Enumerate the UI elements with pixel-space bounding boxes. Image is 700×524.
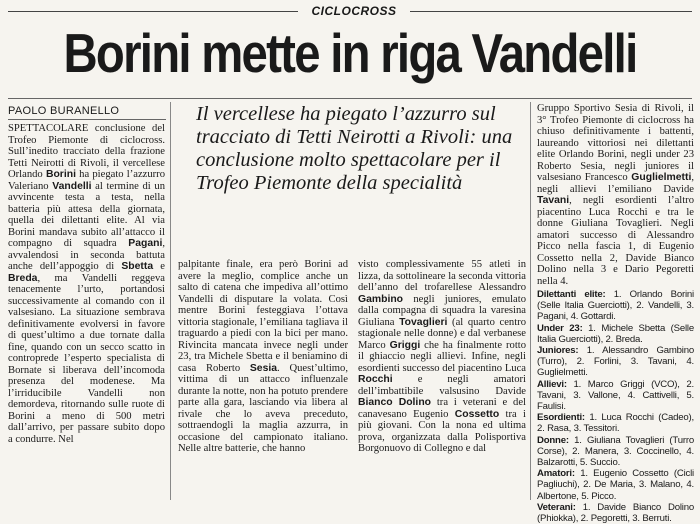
article-column-3 [358, 259, 526, 455]
column-2-text [178, 259, 348, 455]
result-text: 1. Michele Sbetta (Selle Italia Guerciotti), 2. Breda. [537, 322, 694, 345]
text-run: , avvalendosi in seconda battuta anche dell’appoggio di [8, 238, 165, 272]
bold-name: Guglielmetti [631, 172, 692, 183]
section-rubric [0, 4, 700, 18]
column-1-text [8, 123, 165, 445]
column-4-text [537, 103, 694, 287]
result-entry [537, 323, 694, 345]
column-3-text [358, 259, 526, 455]
result-category: Veterani: [537, 501, 583, 513]
result-text: 1. Eugenio Cossetto (Cicli Pagliuchi), 2. De Maria, 3. Malano, 4. Albertone, 5. Picco. [537, 468, 694, 502]
column-rule-left [170, 102, 171, 500]
result-text: 1. Marco Griggi (VCO), 2. Tavani, 3. Vallone, 4. Cattivelli, 5. Faulisi. [537, 378, 694, 413]
result-category: Allievi: [537, 378, 574, 390]
bold-name: Tavani [537, 195, 570, 206]
result-entry [537, 412, 694, 434]
text-run: palpitante finale, era però Borini ad avere la meglio, complice anche un salto di catena che impediva all’ottimo Vandelli di disputare la volata. Così mentre Borini festeggiava l’ottava vittoria stagionale, l’emiliana tagliava il traguardo a piedi con la bici per mano. Rivincita mancata invece negli under 23, tra Michele Sbetta e il beniamino di casa Roberto [178, 259, 348, 374]
text-run: e [153, 261, 165, 272]
rubric-rule-right [410, 11, 692, 12]
result-entry [537, 435, 694, 469]
bold-name: Cossetto [454, 408, 500, 420]
text-run: ha piegato l’azzurro Valeriano [8, 169, 165, 192]
bold-name: Bianco Dolino [358, 397, 432, 408]
bold-name: Tovaglieri [399, 316, 448, 328]
bold-name: Griggi [389, 339, 421, 351]
bold-name: Rocchi [358, 374, 393, 385]
result-category: Juniores: [537, 345, 587, 357]
bold-name: Vandelli [52, 180, 92, 192]
rubric-rule-left [8, 11, 298, 12]
article-summary [196, 103, 530, 195]
text-run: tra i più giovani. Con la nona ed ultima prova, organizzata dalla Polisportiva Borgonuovo di Collegno e dal [358, 408, 526, 454]
text-run: tra i veterani e del canavesano Eugenio [358, 397, 526, 420]
text-run: SPETTACOLARE conclusione del Trofeo Piemonte di ciclocross. Sull’inedito tracciato della frazione Tetti Neirotti di Rivoli, il vercellese Orlando [8, 123, 165, 180]
text-run: al termine di un avvincente testa a testa, nella batteria più attesa della giornata, quella dei dilettanti elite. Al via Borini mandava subito all’attacco il compagno di squadra [8, 180, 165, 249]
result-category: Dilettanti elite: [537, 289, 614, 300]
bold-name: Sesia [249, 362, 278, 374]
article-column-4 [537, 103, 694, 524]
text-run: negli juniores, emulato dalla compagna di squadra la varesina Giuliana [358, 293, 526, 328]
bold-name: Sbetta [121, 261, 154, 272]
text-run: e negli amatori dell’imbattibile valsusino Davide [358, 374, 526, 397]
result-entry [537, 502, 694, 524]
article-column-2 [178, 259, 348, 455]
text-run: visto complessivamente 55 atleti in lizza, da sottolineare la seconda vittoria dell’anno del trofarellese Alessandro [358, 259, 526, 293]
result-text: 1. Giuliana Tovaglieri (Turro Corse), 2. Manera, 3. Coccinello, 4. Balzarotti, 5. Succio. [537, 434, 694, 469]
result-entry [537, 468, 694, 502]
byline-divider [8, 119, 166, 120]
text-run: , ma Vandelli reggeva tenacemente l’urto, portandosi successivamente al comando con il valsesiano. La situazione sembrava definitivamente evolversi in favore di quest’ultimo a due tornate dalla fine, quando con un secco scatto in controprede l’esperto specialista di Bornate si liberava dell’incomoda presenza del modenese. Ma l’irriducibile Vandelli non demordeva, ritornando sulle ruote di Borini a meno di 500 metri dall’arrivo, per passare subito dopo a condurre. Nel [8, 272, 165, 445]
bold-name: Borini [45, 169, 76, 180]
result-category: Esordienti: [537, 412, 590, 424]
text-run: , negli esordienti l’altro piacentino Luca Rocchi e tra le donne Giuliana Tovaglieri. Negli amatori successo di Alessandro Picco nella fascia 1, di Eugenio Cossetto nella 2, Davide Bianco Dolino nella 3 e Dario Pegoretti nella 4. [537, 195, 694, 287]
result-entry [537, 379, 694, 413]
article-column-1 [8, 123, 165, 445]
result-category: Under 23: [537, 322, 589, 334]
text-run: (al quarto centro stagionale nelle donne) e dal verbanese Marco [358, 316, 526, 351]
text-run: Gruppo Sportivo Sesia di Rivoli, il 3° Trofeo Piemonte di ciclocross ha chiuso definitivamente i battenti, laureando vittoriosi nei dilettanti elite Orlando Borini, negli under 23 Roberto Sesia, negli juniores il valsesiano Francesco [537, 103, 694, 183]
result-text: 1. Luca Rocchi (Cadeo), 2. Rasa, 3. Tessitori. [537, 412, 694, 435]
results-list [537, 289, 694, 524]
result-category: Donne: [537, 434, 575, 446]
result-entry [537, 289, 694, 323]
text-run: . Quest’ultimo, vittima di un attacco influenzale durante la notte, non ha potuto prendere parte alla gara, lasciando via libera al rivale che lo aveva preceduto, sottraendogli la maglia azzurra, in occasione del campionato italiano. Nelle altre batterie, che hanno [178, 362, 348, 454]
headline: Borini mette in riga Vandelli [63, 22, 637, 84]
result-text: 1. Davide Bianco Dolino (Phiokka), 2. Pegoretti, 3. Berruti. [537, 501, 694, 524]
headline-divider [8, 98, 692, 99]
text-run: , negli allievi l’emiliano Davide [537, 172, 694, 195]
section-label: CICLOCROSS [311, 4, 397, 18]
column-rule-right [530, 102, 531, 500]
bold-name: Gambino [358, 293, 404, 305]
result-entry [537, 345, 694, 379]
bold-name: Pagani [128, 238, 163, 249]
result-category: Amatori: [537, 468, 581, 480]
summary-text: Il vercellese ha piegato l’azzurro sul tracciato di Tetti Neirotti a Rivoli: una conclusione molto spettacolare per il Trofeo Piemonte della specialità [196, 103, 513, 194]
result-text: 1. Alessandro Gambino (Turro), 2. Forlini, 3. Tavani, 4. Guglielmetti. [537, 345, 694, 379]
text-run: che ha finalmente rotto il ghiaccio negli allievi. Infine, negli esordienti successo del piacentino Luca [358, 339, 527, 374]
result-text: 1. Orlando Borini (Selle Italia Guerciotti), 2. Vandelli, 3. Pagani, 4. Gottardi. [537, 289, 694, 323]
bold-name: Breda [8, 272, 38, 284]
byline: PAOLO BURANELLO [8, 105, 120, 117]
